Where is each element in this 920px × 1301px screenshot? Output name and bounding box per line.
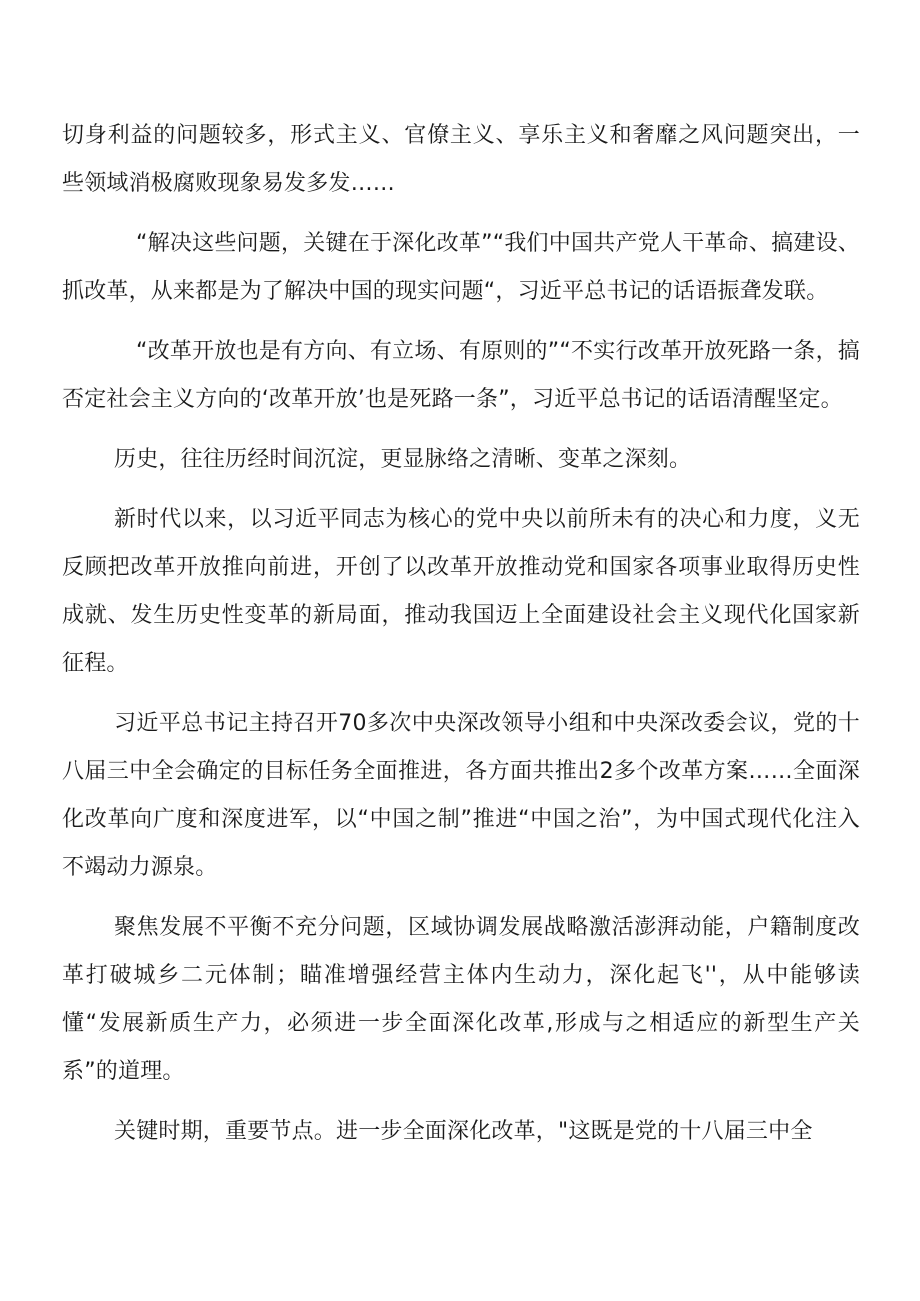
paragraph-7: 聚焦发展不平衡不充分问题，区域协调发展战略激活澎湃动能，户籍制度改革打破城乡二元体制；瞄准增强经营主体内生动力，深化起飞''，从中能够读懂“发展新质生产力，必须进一步全面深化改革,形成与之相适应的新型生产关系”的道理。	[62, 915, 860, 1084]
paragraph-8: 关键时期，重要节点。进一步全面深化改革，"这既是党的十八届三中全	[114, 1119, 813, 1144]
paragraph-4: 历史，往往历经时间沉淀，更显脉络之清晰、变革之深刻。	[114, 447, 692, 472]
paragraph-1: 切身利益的问题较多，形式主义、官僚主义、享乐主义和奢靡之风问题突出，一些领域消极腐败现象易发多发……	[62, 123, 860, 196]
paragraph-6: 习近平总书记主持召开70多次中央深改领导小组和中央深改委会议，党的十八届三中全会确定的目标任务全面推进，各方面共推出2多个改革方案……全面深化改革向广度和深度进军，以“中国之制”推进“中国之治”，为中国式现代化注入不竭动力源泉。	[62, 711, 860, 880]
paragraph-2: “解决这些问题，关键在于深化改革”“我们中国共产党人干革命、搞建设、抓改革，从来都是为了解决中国的现实问题“，习近平总书记的话语振聋发联。	[62, 231, 860, 304]
paragraph-5: 新时代以来，以习近平同志为核心的党中央以前所未有的决心和力度，义无反顾把改革开放推向前进，开创了以改革开放推动党和国家各项事业取得历史性成就、发生历史性变革的新局面，推动我国迈上全面建设社会主义现代化国家新征程。	[62, 507, 860, 676]
paragraph-3: “改革开放也是有方向、有立场、有原则的”“不实行改革开放死路一条，搞否定社会主义方向的‘改革开放’也是死路一条”，习近平总书记的话语清醒坚定。	[62, 339, 860, 412]
